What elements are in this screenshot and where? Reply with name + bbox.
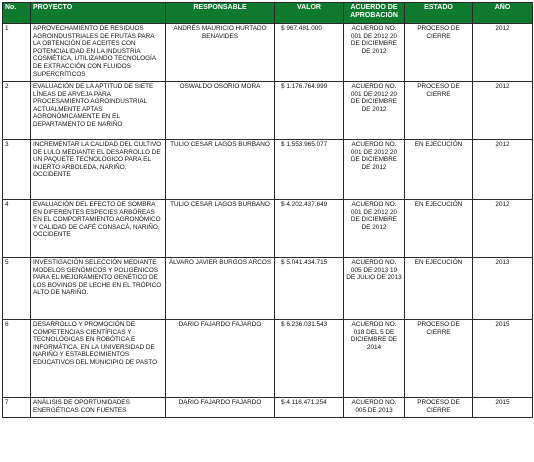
cell-acuerdo: ACUERDO NO. 001 DE 2012 20 DE DICIEMBRE DE 2012 [344,24,405,82]
cell-acuerdo: ACUERDO NO. 001 DE 2012 20 DE DICIEMBRE DE 2012 [344,200,405,258]
cell-responsable: ANDRÉS MAURICIO HURTADO BENAVIDES [166,24,275,82]
cell-estado: EN EJECUCIÓN [405,200,473,258]
cell-estado: PROCESO DE CIERRE [405,82,473,140]
cell-responsable: ÁLVARO JAVIER BURGOS ARCOS [166,258,275,320]
cell-responsable: DARIO FAJARDO FAJARDO [166,398,275,418]
header-no: No. [3,3,31,24]
cell-anio: 2012 [473,82,533,140]
cell-valor: $ 5.041.434.715 [275,258,344,320]
cell-proyecto: ANÁLISIS DE OPORTUNIDADES ENERGÉTICAS CON FUENTES [31,398,166,418]
header-proyecto: PROYECTO [31,3,166,24]
cell-estado: PROCESO DE CIERRE [405,320,473,398]
cell-no: 6 [3,320,31,398]
cell-valor: $ 6.236.031.543 [275,320,344,398]
cell-responsable: OSWALDO OSORIO MORA [166,82,275,140]
cell-anio: 2012 [473,200,533,258]
cell-proyecto: INCREMENTAR LA CALIDAD DEL CULTIVO DE LULO MEDIANTE EL DESARROLLO DE UN PAQUETE TECNOLÓGICO PARA EL INJERTO ARBOLEDA, NARIÑO, OCCIDENTE [31,140,166,200]
cell-proyecto: EVALUACIÓN DEL EFECTO DE SOMBRA EN DIFERENTES ESPECIES ARBÓREAS EN EL COMPORTAMIENTO AGRONÓMICO Y CALIDAD DE CAFÉ CONSACÁ, NARIÑO, OCCIDENTE [31,200,166,258]
table-row [3,200,533,258]
header-anio: AÑO [473,3,533,24]
cell-proyecto: EVALUACIÓN DE LA APTITUD DE SIETE LÍNEAS DE ARVEJA PARA PROCESAMIENTO AGROINDUSTRIAL ACTUALMENTE APTAS AGRONÓMICAMENTE EN EL DEPARTAMENTO DE NARIÑO [31,82,166,140]
cell-anio: 2012 [473,140,533,200]
table-row [3,140,533,200]
cell-acuerdo: ACUERDO NO. 005 DE 2013 19 DE JULIO DE 2013 [344,258,405,320]
table-row [3,258,533,320]
header-acuerdo: ACUERDO DE APROBACIÓN [344,3,405,24]
table-row [3,24,533,82]
cell-valor: $ 4.116.471.254 [275,398,344,418]
projects-table [2,2,533,418]
cell-proyecto: INVESTIGACIÓN SELECCIÓN MEDIANTE MODELOS GENÓMICOS Y POLIGÉNICOS PARA EL MEJORAMIENTO GENÉTICO DE LOS BOVINOS DE LECHE EN EL TRÓPICO ALTO DE NARIÑO. [31,258,166,320]
cell-proyecto: APROVECHAMIENTO DE RESIDUOS AGROINDUSTRIALES DE FRUTAS PARA LA OBTENCIÓN DE ACEITES CON POTENCIALIDAD EN LA INDUSTRIA COSMÉTICA, UTILIZANDO TECNOLOGÍA DE EXTRACCIÓN CON FLUIDOS SUPERCRÍTICOS [31,24,166,82]
header-responsable: RESPONSABLE [166,3,275,24]
cell-valor: $ 1.553.965.077 [275,140,344,200]
header-estado: ESTADO [405,3,473,24]
header-valor: VALOR [275,3,344,24]
table-row [3,320,533,398]
header-row [3,3,533,24]
cell-responsable: TULIO CESAR LAGOS BURBANO [166,140,275,200]
cell-valor: $ 967.481.000 [275,24,344,82]
cell-no: 7 [3,398,31,418]
cell-acuerdo: ACUERDO NO. 001 DE 2012 20 DE DICIEMBRE DE 2012 [344,82,405,140]
cell-anio: 2015 [473,398,533,418]
cell-acuerdo: ACUERDO NO. 005 DE 2013 [344,398,405,418]
cell-no: 3 [3,140,31,200]
cell-estado: PROCESO DE CIERRE [405,398,473,418]
cell-no: 4 [3,200,31,258]
cell-estado: EN EJECUCIÓN [405,140,473,200]
cell-no: 2 [3,82,31,140]
cell-responsable: TULIO CESAR LAGOS BURBANO [166,200,275,258]
cell-anio: 2013 [473,258,533,320]
cell-acuerdo: ACUERDO NO. 018 DEL 5 DE DICIEMBRE DE 2014 [344,320,405,398]
cell-acuerdo: ACUERDO NO. 001 DE 2012 20 DE DICIEMBRE DE 2012 [344,140,405,200]
table-row [3,398,533,418]
cell-proyecto: DESARROLLO Y PROMOCIÓN DE COMPETENCIAS CIENTÍFICAS Y TECNOLÓGICAS EN ROBÓTICA E INFORMÁTICA, EN LA UNIVERSIDAD DE NARIÑO Y ESTABLECIMIENTOS EDUCATIVOS DEL MUNICIPIO DE PASTO [31,320,166,398]
cell-responsable: DARIO FAJARDO FAJARDO [166,320,275,398]
projects-table-container [2,2,532,418]
cell-no: 1 [3,24,31,82]
cell-no: 5 [3,258,31,320]
cell-valor: $ 1.176.764.999 [275,82,344,140]
cell-valor: $ 4.202.437.649 [275,200,344,258]
cell-anio: 2015 [473,320,533,398]
cell-anio: 2012 [473,24,533,82]
table-row [3,82,533,140]
cell-estado: EN EJECUCIÓN [405,258,473,320]
cell-estado: PROCESO DE CIERRE [405,24,473,82]
